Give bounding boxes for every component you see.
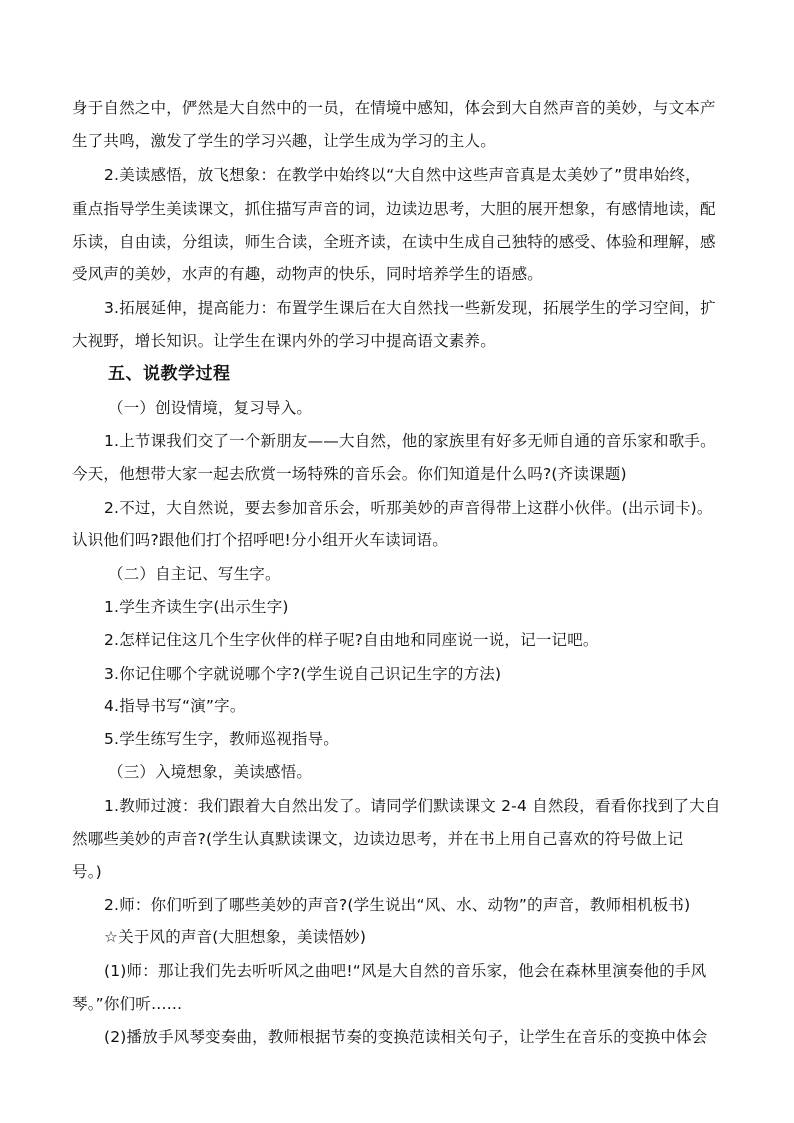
text-line: 受风声的美妙，水声的有趣，动物声的快乐，同时培养学生的语感。 — [72, 265, 544, 283]
text-line: 琴。”你们听…… — [72, 995, 183, 1013]
subsection-heading: （一）创设情境，复习导入。 — [108, 399, 313, 417]
text-line: 今天，他想带大家一起去欣赏一场特殊的音乐会。你们知道是什么吗?(齐读课题) — [72, 465, 627, 483]
text-line: 3.拓展延伸，提高能力：布置学生课后在大自然找一些新发现，拓展学生的学习空间，扩 — [104, 299, 716, 317]
text-line: 大视野，增长知识。让学生在课内外的学习中提高语文素养。 — [72, 332, 496, 350]
text-line: 2.怎样记住这几个生字伙伴的样子呢?自由地和同座说一说，记一记吧。 — [104, 631, 599, 649]
section-heading: 五、说教学过程 — [108, 364, 231, 384]
text-line: 3.你记住哪个字就说哪个字?(学生说自己识记生字的方法) — [104, 665, 502, 683]
text-line: 1.教师过渡：我们跟着大自然出发了。请同学们默读课文 2-4 自然段，看看你找到了大自 — [104, 797, 721, 815]
text-line: (1)师：那让我们先去听听风之曲吧!“风是大自然的音乐家，他会在森林里演奏他的手风 — [104, 962, 707, 980]
text-line: (2)播放手风琴变奏曲，教师根据节奏的变换范读相关句子，让学生在音乐的变换中体会 — [104, 1028, 708, 1046]
text-line: 5.学生练写生字，教师巡视指导。 — [104, 730, 339, 748]
text-line: 2.不过，大自然说，要去参加音乐会，听那美妙的声音得带上这群小伙伴。(出示词卡)。 — [104, 499, 713, 517]
text-line: 2.师：你们听到了哪些美妙的声音?(学生说出“风、水、动物”的声音，教师相机板书) — [104, 896, 691, 914]
text-line: 生了共鸣，激发了学生的学习兴趣，让学生成为学习的主人。 — [72, 132, 496, 150]
text-line: 乐读，自由读，分组读，师生合读，全班齐读，在读中生成自己独特的感受、体验和理解，感 — [72, 233, 716, 251]
text-line: 1.学生齐读生字(出示生字) — [104, 598, 289, 616]
subsection-heading: （二）自主记、写生字。 — [108, 565, 281, 583]
text-line: 重点指导学生美读课文，抓住描写声音的词，边读边思考，大胆的展开想象，有感情地读，配 — [72, 200, 716, 218]
text-line: 认识他们吗?跟他们打个招呼吧!分小组开火车读词语。 — [72, 531, 448, 549]
text-line: ☆关于风的声音(大胆想象，美读悟妙) — [104, 928, 367, 946]
text-line: 2.美读感悟，放飞想象：在教学中始终以“大自然中这些声音真是太美妙了”贯串始终， — [104, 166, 701, 184]
subsection-heading: （三）入境想象，美读感悟。 — [108, 763, 313, 781]
text-line: 4.指导书写“演”字。 — [104, 697, 246, 715]
text-line: 号。) — [72, 863, 102, 881]
text-line: 身于自然之中，俨然是大自然中的一员，在情境中感知，体会到大自然声音的美妙，与文本产 — [72, 99, 716, 117]
text-line: 1.上节课我们交了一个新朋友——大自然，他的家族里有好多无师自通的音乐家和歌手。 — [104, 432, 716, 450]
text-line: 然哪些美妙的声音?(学生认真默读课文，边读边思考，并在书上用自己喜欢的符号做上记 — [72, 830, 684, 848]
